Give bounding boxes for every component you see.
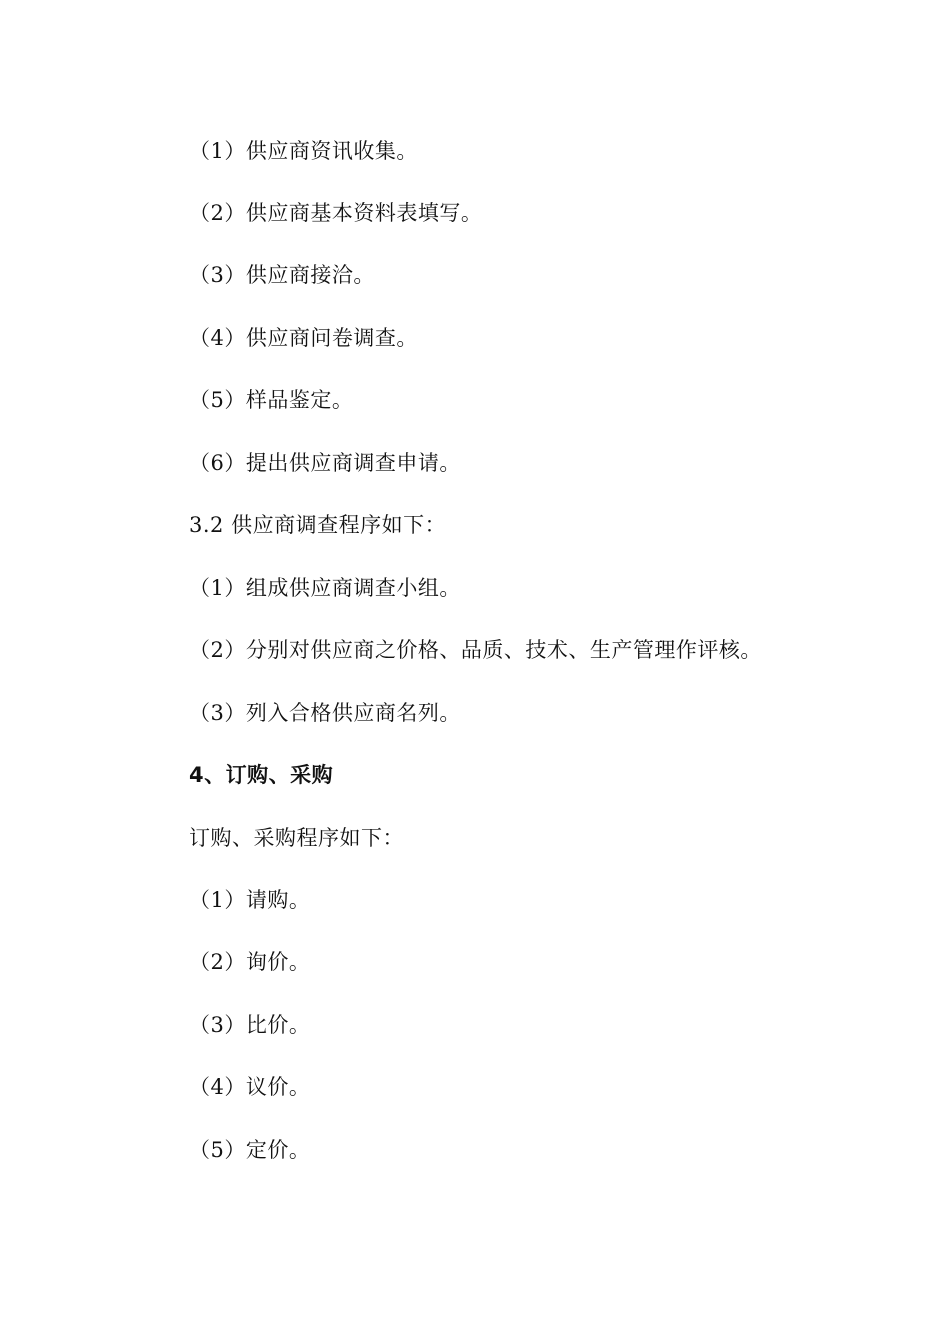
list-item: （3）列入合格供应商名列。: [189, 701, 461, 725]
list-item: （1）供应商资讯收集。: [189, 139, 418, 163]
paragraph: 3.2 供应商调查程序如下：: [189, 513, 447, 537]
list-item: （2）供应商基本资料表填写。: [189, 201, 483, 225]
list-item: （1）请购。: [189, 888, 311, 912]
list-item: （4）供应商问卷调查。: [189, 326, 418, 350]
list-item: （3）比价。: [189, 1013, 311, 1037]
paragraph: 订购、采购程序如下：: [189, 826, 404, 850]
list-item: （2）询价。: [189, 950, 311, 974]
list-item: （2）分别对供应商之价格、品质、技术、生产管理作评核。: [189, 638, 762, 662]
list-item: （5）定价。: [189, 1138, 311, 1162]
list-item: （5）样品鉴定。: [189, 388, 354, 412]
list-item: （3）供应商接洽。: [189, 263, 375, 287]
list-item: （6）提出供应商调查申请。: [189, 451, 461, 475]
list-item: （4）议价。: [189, 1075, 311, 1099]
section-heading: 4、订购、采购: [189, 763, 334, 787]
list-item: （1）组成供应商调查小组。: [189, 576, 461, 600]
